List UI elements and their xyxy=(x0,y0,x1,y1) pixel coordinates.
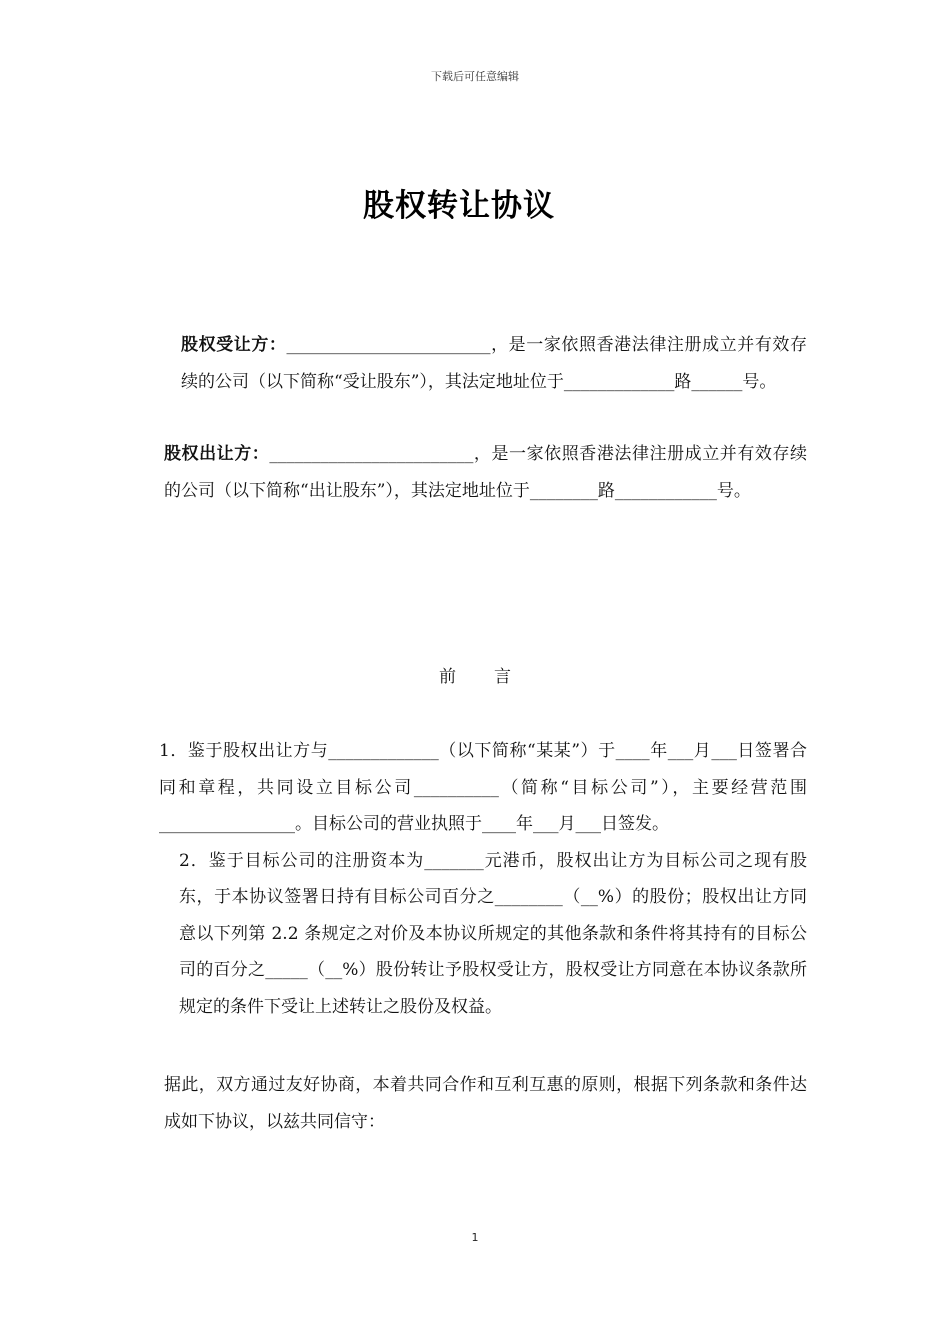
page-number: 1 xyxy=(471,1231,479,1244)
buyer-text: ________________________，是一家依照香港法律注册成立并有效存续的公司（以下简称“受让股东”），其法定地址位于_____________路______号。 xyxy=(181,335,807,392)
preface-clause-1: 1．鉴于股权出让方与_____________（以下简称“某某”）于____年___月___日签署合同和章程，共同设立目标公司__________（简称“目标公司”），主要经营范围________________。目标公司的营业执照于____年___月___日签发。 xyxy=(159,741,807,834)
preface-heading-right: 言 xyxy=(494,667,511,687)
parties-section xyxy=(145,327,807,509)
preface-clause-2: 2．鉴于目标公司的注册资本为_______元港币，股权出让方为目标公司之现有股东，于本协议签署日持有目标公司百分之________（__%）的股份；股权出让方同意以下列第 2.2 条规定之对价及本协议所规定的其他条款和条件将其持有的目标公司的百分之_____（__%）股份转让予股权受让方，股权受让方同意在本协议条款所规定的条件下受让上述转让之股份及权益。 xyxy=(179,850,807,1017)
header-note: 下载后可任意编辑 xyxy=(431,70,519,83)
buyer-paragraph xyxy=(145,327,807,400)
document-title: 股权转让协议 xyxy=(363,188,555,224)
seller-label: 股权出让方： xyxy=(164,444,270,464)
conclusion-paragraph: 据此，双方通过友好协商，本着共同合作和互利互惠的原则，根据下列条款和条件达成如下协议，以兹共同信守： xyxy=(164,1075,807,1132)
preface-heading xyxy=(0,662,950,687)
seller-paragraph xyxy=(145,436,807,509)
seller-text: ________________________，是一家依照香港法律注册成立并有效存续的公司（以下简称“出让股东”），其法定地址位于________路____________号。 xyxy=(164,444,808,501)
preface-section xyxy=(145,733,807,1025)
buyer-label: 股权受让方： xyxy=(181,335,287,355)
preface-heading-left: 前 xyxy=(439,667,456,687)
conclusion-section xyxy=(145,1067,807,1140)
